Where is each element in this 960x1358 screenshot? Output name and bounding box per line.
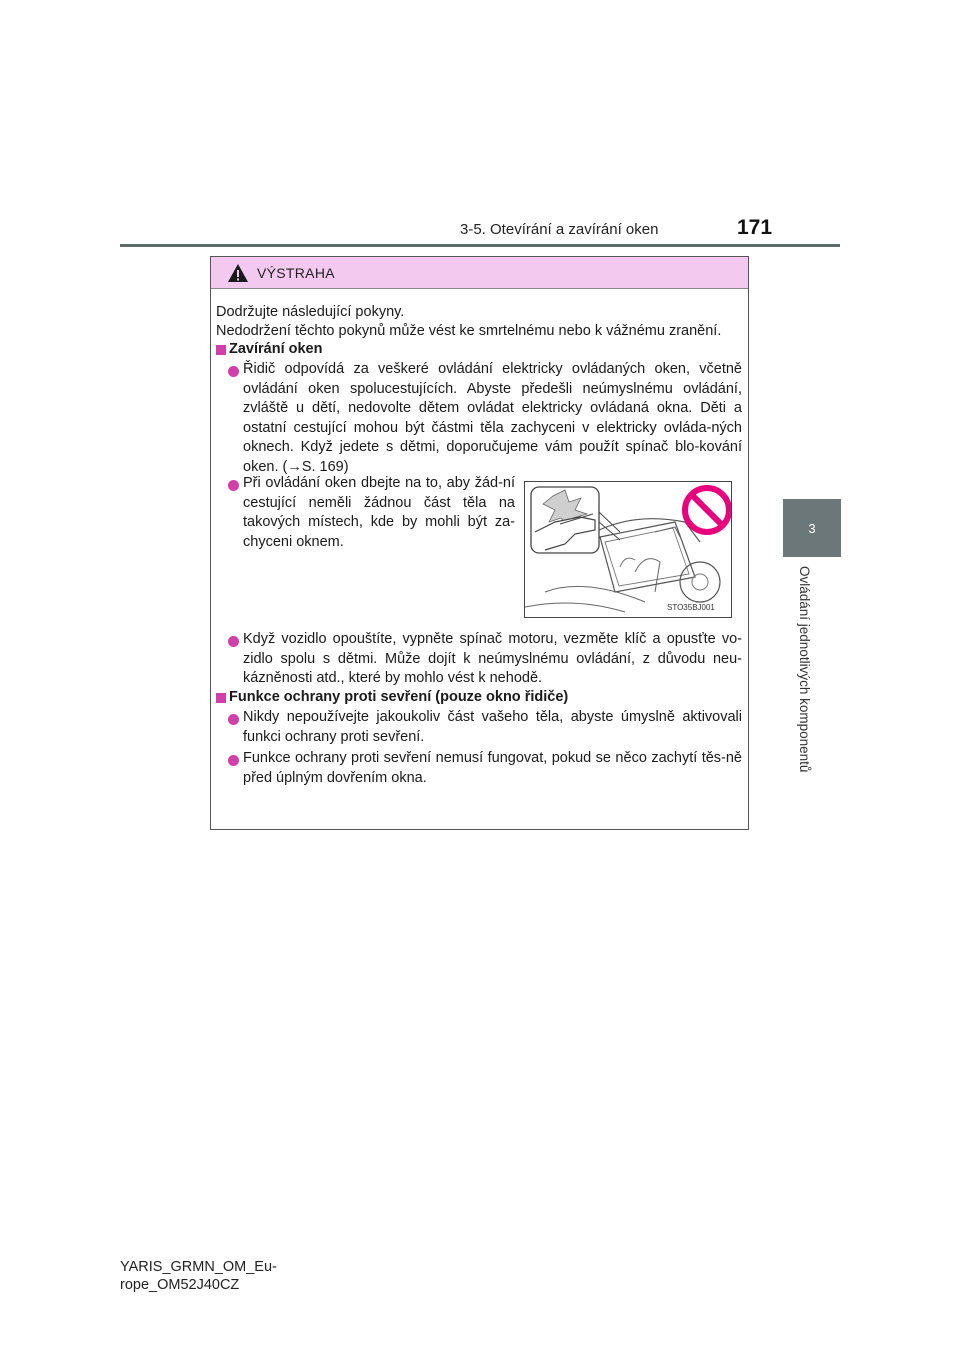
section-square-bullet	[216, 345, 226, 355]
chapter-tab	[783, 499, 841, 557]
s2-item1: Nikdy nepoužívejte jakoukoliv část vašeho těla, abyste úmyslně aktivovali funkci ochrany proti sevření.	[243, 709, 742, 745]
window-pinch-illustration	[525, 482, 731, 617]
footer-line-1: YARIS_GRMN_OM_Eu-	[120, 1259, 277, 1275]
intro-line-1: Dodržujte následující pokyny.	[216, 304, 405, 320]
warning-triangle-icon	[227, 263, 249, 283]
s2-item2: Funkce ochrany proti sevření nemusí fungovat, pokud se něco zachytí těs-ně před úplným dovřením okna.	[243, 750, 742, 786]
bullet-dot	[228, 480, 239, 491]
section1-title: Zavírání oken	[229, 341, 323, 357]
footer-line-2: rope_OM52J40CZ	[120, 1277, 240, 1293]
bullet-dot	[228, 714, 239, 725]
warning-header	[211, 257, 748, 289]
s1-item2: Při ovládání oken dbejte na to, aby žád-ní cestující neměli žádnou část těla na takových místech, kde by mohli být za-chyceni oknem.	[243, 475, 515, 550]
bullet-dot	[228, 636, 239, 647]
intro-line-2: Nedodržení těchto pokynů může vést ke smrtelnému nebo k vážnému zranění.	[216, 323, 722, 339]
s1-item1: Řidič odpovídá za veškeré ovládání elektricky ovládaných oken, včetně ovládání oken spolucestujících. Abyste předešli neúmyslnému ovládání, zvláště u dětí, nedovolte dětem ovládat elektricky ovládaná okna. Děti a ostatní cestující mohou být částmi těla zachyceni v elektricky ovláda-ných oknech. Když jedete s dětmi, doporučujeme vám použít spínač blo-kování oken. (→S. 169)	[243, 361, 742, 475]
footer-doc-id	[120, 1258, 277, 1294]
warning-label: VÝSTRAHA	[257, 264, 335, 281]
header-rule	[120, 244, 840, 247]
section2-title: Funkce ochrany proti sevření (pouze okno řidiče)	[229, 689, 569, 705]
s1-item3: Když vozidlo opouštíte, vypněte spínač motoru, vezměte klíč a opusťte vo-zidlo spolu s dětmi. Může dojít k neúmyslnému ovládání, z důvodu neu-kázněnosti atd., které by mohlo vést k nehodě.	[243, 631, 742, 686]
section-square-bullet	[216, 693, 226, 703]
chapter-title: Ovládání jednotlivých komponentů	[797, 566, 812, 773]
bullet-dot	[228, 366, 239, 377]
chapter-number: 3	[808, 520, 816, 536]
bullet-dot	[228, 755, 239, 766]
section-title: 3-5. Otevírání a zavírání oken	[460, 221, 659, 238]
figure-code: STO35BJ001	[667, 603, 715, 612]
page-number: 171	[737, 216, 773, 239]
illustration-figure	[524, 481, 732, 618]
